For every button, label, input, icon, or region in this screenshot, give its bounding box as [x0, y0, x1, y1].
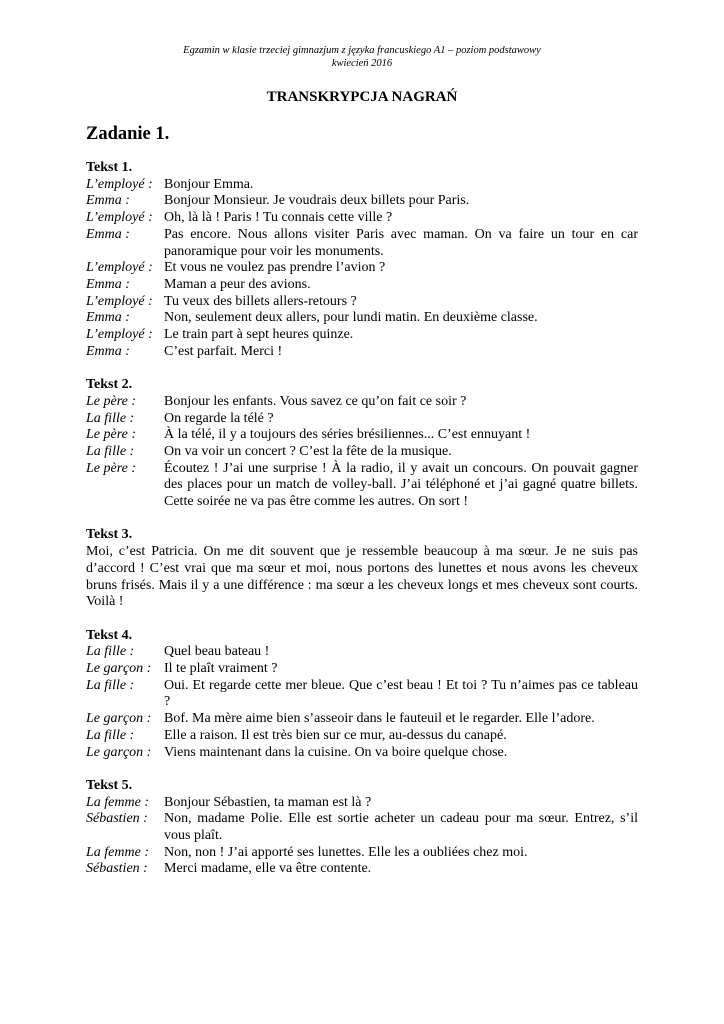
speech-text: Tu veux des billets allers-retours ? [164, 293, 357, 309]
dialogue-line [86, 644, 638, 661]
speech-text: Maman a peur des avions. [164, 276, 311, 292]
text-section-5 [86, 778, 638, 878]
speaker-label: La femme : [86, 844, 149, 860]
speaker-label: Le garçon : [86, 661, 152, 677]
dialogue-line [86, 711, 638, 728]
dialogue-line [86, 193, 638, 210]
speaker-label: L’employé : [86, 260, 153, 276]
dialogue-line [86, 310, 638, 327]
dialogue-line [86, 277, 638, 294]
speaker-label: La fille : [86, 410, 135, 426]
speaker-label: La fille : [86, 677, 135, 693]
speaker-label: La fille : [86, 727, 135, 743]
speech-text: Oui. Et regarde cette mer bleue. Que c’est beau ! Et toi ? Tu n’aimes pas ce tableau ? [164, 677, 638, 710]
speaker-label: Emma : [86, 310, 130, 326]
speech-text: Et vous ne voulez pas prendre l’avion ? [164, 260, 386, 276]
header-exam-name: Egzamin w klasie trzeciej gimnazjum z języka francuskiego A1 – poziom podstawowy [183, 45, 541, 56]
dialogue-line [86, 344, 638, 361]
dialogue-line [86, 861, 638, 878]
speech-text: Bof. Ma mère aime bien s’asseoir dans le fauteuil et le regarder. Elle l’adore. [164, 711, 595, 727]
speech-text: On va voir un concert ? C’est la fête de la musique. [164, 443, 452, 459]
speaker-label: Le garçon : [86, 744, 152, 760]
speaker-label: L’employé : [86, 327, 153, 343]
speech-text: Pas encore. Nous allons visiter Paris avec maman. On va faire un tour en car panoramique pour voir les monuments. [164, 226, 638, 259]
speech-text: Non, non ! J’ai apporté ses lunettes. Elle les a oubliées chez moi. [164, 844, 528, 860]
speech-text: Écoutez ! J’ai une surprise ! À la radio, il y avait un concours. On pouvait gagner des places pour un match de volley-ball. J’ai téléphoné et j’ai gagné quatre billets. Cette soirée ne va pas être comme les autres. On sort ! [164, 460, 638, 510]
document-title: TRANSKRYPCJA NAGRAŃ [266, 89, 458, 105]
speech-text: Bonjour les enfants. Vous savez ce qu’on fait ce soir ? [164, 393, 467, 409]
speaker-label: La fille : [86, 443, 135, 459]
speaker-label: L’employé : [86, 293, 153, 309]
text-section-title: Tekst 2. [86, 377, 133, 393]
transcript-content [86, 160, 638, 895]
speech-text: Bonjour Sébastien, ta maman est là ? [164, 794, 372, 810]
narrative-paragraph: Moi, c’est Patricia. On me dit souvent que je ressemble beaucoup à ma sœur. Je ne suis pas d’accord ! C’est vrai que ma sœur et moi, nous portons des lunettes et nous avons les cheveux bruns frisés. Mais il y a une différence : ma sœur a les cheveux longs et mes cheveux sont courts. Voilà ! [86, 544, 638, 610]
speech-text: Bonjour Emma. [164, 176, 254, 192]
dialogue-line [86, 745, 638, 762]
dialogue-line [86, 678, 638, 711]
header-date: kwiecień 2016 [331, 58, 393, 69]
speaker-label: L’employé : [86, 176, 153, 192]
speech-text: À la télé, il y a toujours des séries brésiliennes... C’est ennuyant ! [164, 427, 531, 443]
dialogue-line [86, 461, 638, 511]
dialogue-line [86, 260, 638, 277]
text-section-2 [86, 377, 638, 511]
dialogue-line [86, 427, 638, 444]
speech-text: Non, seulement deux allers, pour lundi matin. En deuxième classe. [164, 310, 538, 326]
dialogue-line [86, 294, 638, 311]
speaker-label: La fille : [86, 644, 135, 660]
dialogue-line [86, 661, 638, 678]
dialogue-line [86, 728, 638, 745]
speech-text: C’est parfait. Merci ! [164, 343, 283, 359]
text-section-title: Tekst 1. [86, 160, 133, 175]
dialogue-line [86, 444, 638, 461]
speaker-label: Emma : [86, 276, 130, 292]
speaker-label: Sébastien : [86, 811, 148, 827]
speech-text: Il te plaît vraiment ? [164, 661, 278, 677]
text-section-title: Tekst 4. [86, 627, 133, 643]
speaker-label: La femme : [86, 794, 149, 810]
speech-text: Merci madame, elle va être contente. [164, 861, 372, 877]
speaker-label: Le père : [86, 460, 137, 476]
speech-text: Quel beau bateau ! [164, 644, 270, 660]
speech-text: Non, madame Polie. Elle est sortie acheter un cadeau pour ma sœur. Entrez, s’il vous plaît. [164, 811, 638, 844]
dialogue-line [86, 845, 638, 862]
text-section-4 [86, 628, 638, 762]
task-title: Zadanie 1. [86, 124, 170, 144]
text-section-title: Tekst 5. [86, 777, 133, 793]
dialogue-line [86, 177, 638, 194]
speaker-label: Le garçon : [86, 711, 152, 727]
dialogue-line [86, 394, 638, 411]
speaker-label: Emma : [86, 343, 130, 359]
speech-text: Le train part à sept heures quinze. [164, 327, 354, 343]
speech-text: Elle a raison. Il est très bien sur ce mur, au-dessus du canapé. [164, 727, 507, 743]
speaker-label: Emma : [86, 193, 130, 209]
speaker-label: Le père : [86, 393, 137, 409]
text-section-3 [86, 527, 638, 611]
dialogue-line [86, 811, 638, 844]
speech-text: Bonjour Monsieur. Je voudrais deux billets pour Paris. [164, 193, 470, 209]
dialogue-line [86, 411, 638, 428]
speaker-label: Sébastien : [86, 861, 148, 877]
dialogue-line [86, 210, 638, 227]
dialogue-line [86, 795, 638, 812]
speech-text: Oh, là là ! Paris ! Tu connais cette ville ? [164, 210, 393, 226]
dialogue-line [86, 227, 638, 260]
speaker-label: Emma : [86, 226, 130, 242]
page-header [0, 44, 724, 70]
text-section-1 [86, 160, 638, 360]
speech-text: On regarde la télé ? [164, 410, 274, 426]
speech-text: Viens maintenant dans la cuisine. On va boire quelque chose. [164, 744, 508, 760]
text-section-title: Tekst 3. [86, 527, 133, 543]
dialogue-line [86, 327, 638, 344]
speaker-label: Le père : [86, 427, 137, 443]
speaker-label: L’employé : [86, 210, 153, 226]
